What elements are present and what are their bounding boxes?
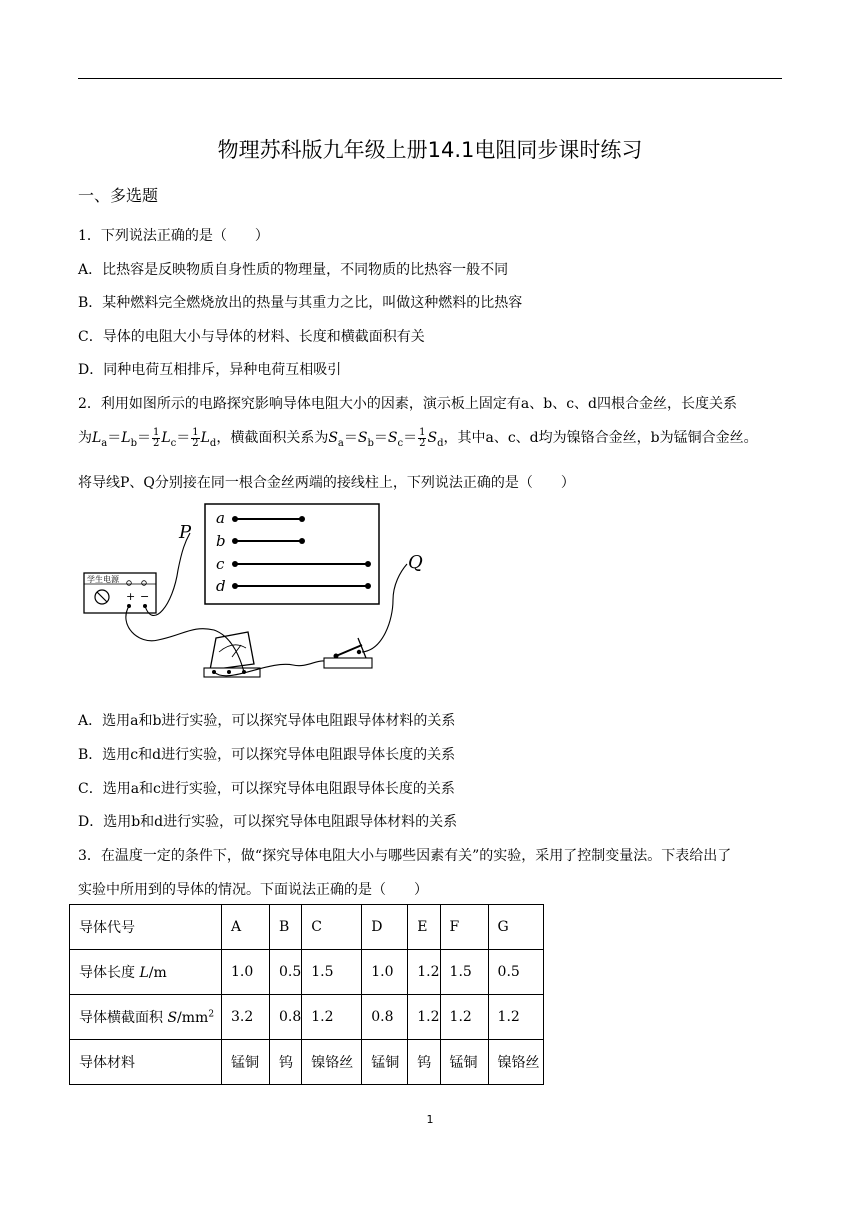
table-row bbox=[70, 905, 544, 950]
table-cell: 3.2 bbox=[222, 995, 270, 1040]
row-header-area: 导体横截面积 $S/mm^2$ bbox=[70, 995, 222, 1040]
section-heading: 一、多选题 bbox=[78, 186, 159, 205]
table-cell: 1.2 bbox=[302, 995, 362, 1040]
page-number: 1 bbox=[426, 1113, 434, 1126]
q2-line1: 2．利用如图所示的电路探究影响导体电阻大小的因素，演示板上固定有a、b、c、d四根合金丝，长度关系 bbox=[78, 396, 738, 412]
table-row bbox=[70, 950, 544, 995]
table-cell: 1.5 bbox=[302, 950, 362, 995]
q2-option-d: D．选用b和d进行实验，可以探究导体电阻跟导体材料的关系 bbox=[78, 814, 458, 830]
header-rule bbox=[78, 78, 782, 79]
label-q: Q bbox=[408, 552, 423, 573]
row-header-material: 导体材料 bbox=[70, 1040, 222, 1085]
fraction-half: $\frac{1}{2}$ bbox=[152, 426, 160, 449]
table-row bbox=[70, 1040, 544, 1085]
q1-option-b: B．某种燃料完全燃烧放出的热量与其重力之比，叫做这种燃料的比热容 bbox=[78, 295, 523, 311]
table-cell: F bbox=[440, 905, 488, 950]
table-cell: 0.8 bbox=[270, 995, 302, 1040]
wire-label-a: a bbox=[216, 509, 225, 527]
table-cell: 1.2 bbox=[408, 995, 440, 1040]
q1-stem: 1．下列说法正确的是（ ） bbox=[78, 228, 269, 244]
table-cell: 0.5 bbox=[270, 950, 302, 995]
plus-sign: + bbox=[126, 590, 136, 603]
q2-line2: 为$L_a=L_b=$ $\frac{1}{2}$ $L_c=$ $\frac{1}{2}$ $L_d$，横截面积关系为$S_a=S_b=S_c=$ $\frac{1}{2}$ $S_d$，其中a、c、d均为镍铬合金丝，b为锰铜合金丝。 bbox=[78, 426, 758, 449]
table-cell: G bbox=[488, 905, 543, 950]
q2-option-b: B．选用c和d进行实验，可以探究导体电阻跟导体长度的关系 bbox=[78, 747, 456, 763]
table-cell: 1.2 bbox=[440, 995, 488, 1040]
table-cell: 镍铬丝 bbox=[488, 1040, 543, 1085]
q1-option-d: D．同种电荷互相排斥，异种电荷互相吸引 bbox=[78, 362, 342, 378]
table-cell: 1.2 bbox=[488, 995, 543, 1040]
q3-line1: 3．在温度一定的条件下，做“探究导体电阻大小与哪些因素有关”的实验，采用了控制变量法。下表给出了 bbox=[78, 848, 732, 864]
table-cell: B bbox=[270, 905, 302, 950]
table-cell: 镍铬丝 bbox=[302, 1040, 362, 1085]
minus-sign: − bbox=[140, 590, 150, 603]
table-cell: E bbox=[408, 905, 440, 950]
table-cell: 1.2 bbox=[408, 950, 440, 995]
wire-label-d: d bbox=[216, 577, 226, 595]
fraction-half: $\frac{1}{2}$ bbox=[192, 426, 199, 449]
circuit-figure bbox=[78, 500, 438, 690]
table-cell: D bbox=[362, 905, 408, 950]
row-header-code: 导体代号 bbox=[70, 905, 222, 950]
table-cell: 锰铜 bbox=[222, 1040, 270, 1085]
table-cell: 1.0 bbox=[362, 950, 408, 995]
table-cell: C bbox=[302, 905, 362, 950]
q3-line2: 实验中所用到的导体的情况。下面说法正确的是（ ） bbox=[78, 882, 428, 898]
table-cell: 0.8 bbox=[362, 995, 408, 1040]
table-cell: 1.5 bbox=[440, 950, 488, 995]
table-cell: 1.0 bbox=[222, 950, 270, 995]
page-title: 物理苏科版九年级上册14.1电阻同步课时练习 bbox=[217, 138, 643, 162]
table-cell: 锰铜 bbox=[362, 1040, 408, 1085]
q2-option-a: A．选用a和b进行实验，可以探究导体电阻跟导体材料的关系 bbox=[78, 713, 456, 729]
q1-option-a: A．比热容是反映物质自身性质的物理量，不同物质的比热容一般不同 bbox=[78, 262, 509, 278]
table-row bbox=[70, 995, 544, 1040]
table-cell: 钨 bbox=[270, 1040, 302, 1085]
q2-option-c: C．选用a和c进行实验，可以探究导体电阻跟导体长度的关系 bbox=[78, 781, 455, 797]
label-p: P bbox=[179, 522, 192, 543]
conductor-table bbox=[69, 904, 544, 1085]
power-supply-label: 学生电源 bbox=[87, 575, 119, 584]
q2-line3: 将导线P、Q分别接在同一根合金丝两端的接线柱上，下列说法正确的是（ ） bbox=[78, 475, 575, 491]
wire-label-b: b bbox=[216, 532, 226, 550]
table-cell: A bbox=[222, 905, 270, 950]
q1-option-c: C．导体的电阻大小与导体的材料、长度和横截面积有关 bbox=[78, 329, 425, 345]
fraction-half: $\frac{1}{2}$ bbox=[419, 426, 426, 449]
wire-label-c: c bbox=[216, 555, 225, 573]
row-header-length: 导体长度 L/m bbox=[70, 950, 222, 995]
table-cell: 钨 bbox=[408, 1040, 440, 1085]
ammeter bbox=[204, 632, 260, 677]
table-cell: 锰铜 bbox=[440, 1040, 488, 1085]
switch bbox=[324, 638, 372, 668]
table-cell: 0.5 bbox=[488, 950, 543, 995]
